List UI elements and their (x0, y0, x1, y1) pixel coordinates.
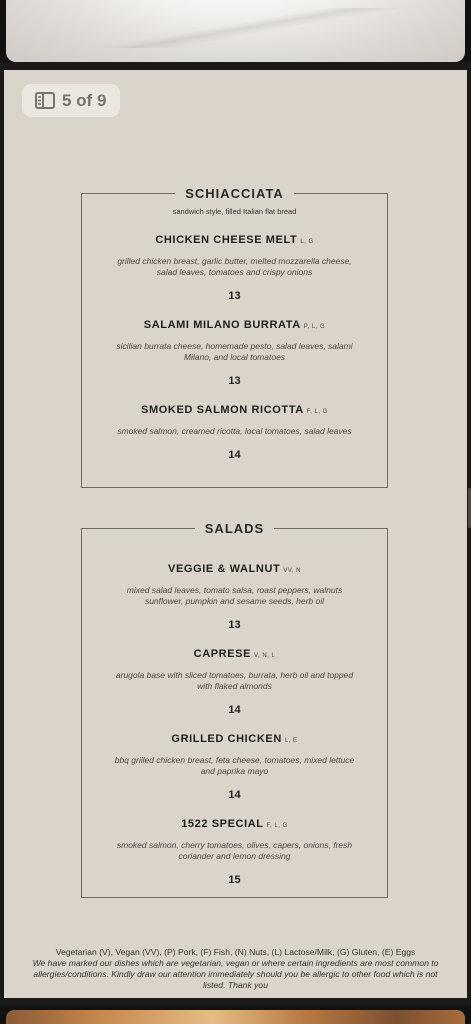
item-name: VEGGIE & WALNUT VV, N (168, 563, 301, 575)
allergen-disclaimer: We have marked our dishes which are vegetarian, vegan or where certain ingredients are most common to allergies/conditions. Kindly draw our attention immediately should you be allergic to other food which is not listed. Thank you (32, 958, 439, 990)
allergen-legend: Vegetarian (V), Vegan (VV), (P) Pork, (F) Fish, (N) Nuts, (L) Lactose/Milk, (G) Gluten, (E) Eggs (55, 947, 416, 957)
item-name: SALAMI MILANO BURRATA P, L, G (143, 319, 326, 331)
item-price: 14 (228, 449, 241, 461)
item-name: GRILLED CHICKEN L, E (171, 733, 298, 745)
item-description: smoked salmon, cherry tomatoes, olives, capers, onions, fresh coriander and lemon dressing (116, 840, 353, 861)
item-name: CHICKEN CHEESE MELT L, G (155, 234, 314, 246)
item-name: CAPRESE V, N, L (193, 648, 276, 660)
item-price: 13 (228, 619, 241, 631)
item-description: arugola base with sliced tomatoes, burrata, herb oil and topped with flaked almonds (115, 670, 354, 691)
food-photo-strip (6, 1010, 465, 1024)
item-description: grilled chicken breast, garlic butter, melted mozzarella cheese, salad leaves, tomatoes and crispy onions (117, 256, 352, 277)
menu-item (82, 648, 387, 716)
menu-item (82, 319, 387, 387)
item-name: 1522 SPECIAL F, L, G (181, 818, 288, 830)
section-tagline: sandwich style, filled Italian flat bread (172, 207, 297, 216)
item-price: 13 (228, 375, 241, 387)
page-indicator[interactable] (22, 84, 120, 117)
menu-item (82, 234, 387, 302)
menu-page (4, 70, 467, 998)
item-description: sicilian burrata cheese, homemade pesto, salad leaves, salami Milano, and local tomatoes (116, 341, 353, 362)
previous-page-photo (0, 0, 471, 62)
menu-item (82, 404, 387, 461)
menu-item (82, 563, 387, 631)
section-title: SCHIACCIATA (82, 185, 387, 203)
allergen-note (32, 947, 439, 991)
salads-section (81, 521, 388, 898)
item-price: 15 (228, 874, 241, 886)
schiacciata-section (81, 186, 388, 488)
page-indicator-label: 5 of 9 (62, 90, 107, 110)
item-price: 14 (228, 704, 241, 716)
item-price: 14 (228, 789, 241, 801)
section-title: SALADS (82, 520, 387, 538)
marble-plate-image (6, 0, 465, 62)
item-name: SMOKED SALMON RICOTTA F, L, G (141, 404, 328, 416)
menu-item (82, 818, 387, 886)
item-description: smoked salmon, creamed ricotta, local tomatoes, salad leaves (117, 426, 352, 436)
item-description: bbq grilled chicken breast, feta cheese, tomatoes, mixed lettuce and paprika mayo (114, 755, 355, 776)
item-price: 13 (228, 290, 241, 302)
next-page-photo (0, 1006, 471, 1024)
book-pages-icon (35, 92, 55, 109)
item-description: mixed salad leaves, tomato salsa, roast peppers, walnuts sunflower, pumpkin and sesame seeds, herb oil (126, 585, 343, 606)
menu-item (82, 733, 387, 801)
